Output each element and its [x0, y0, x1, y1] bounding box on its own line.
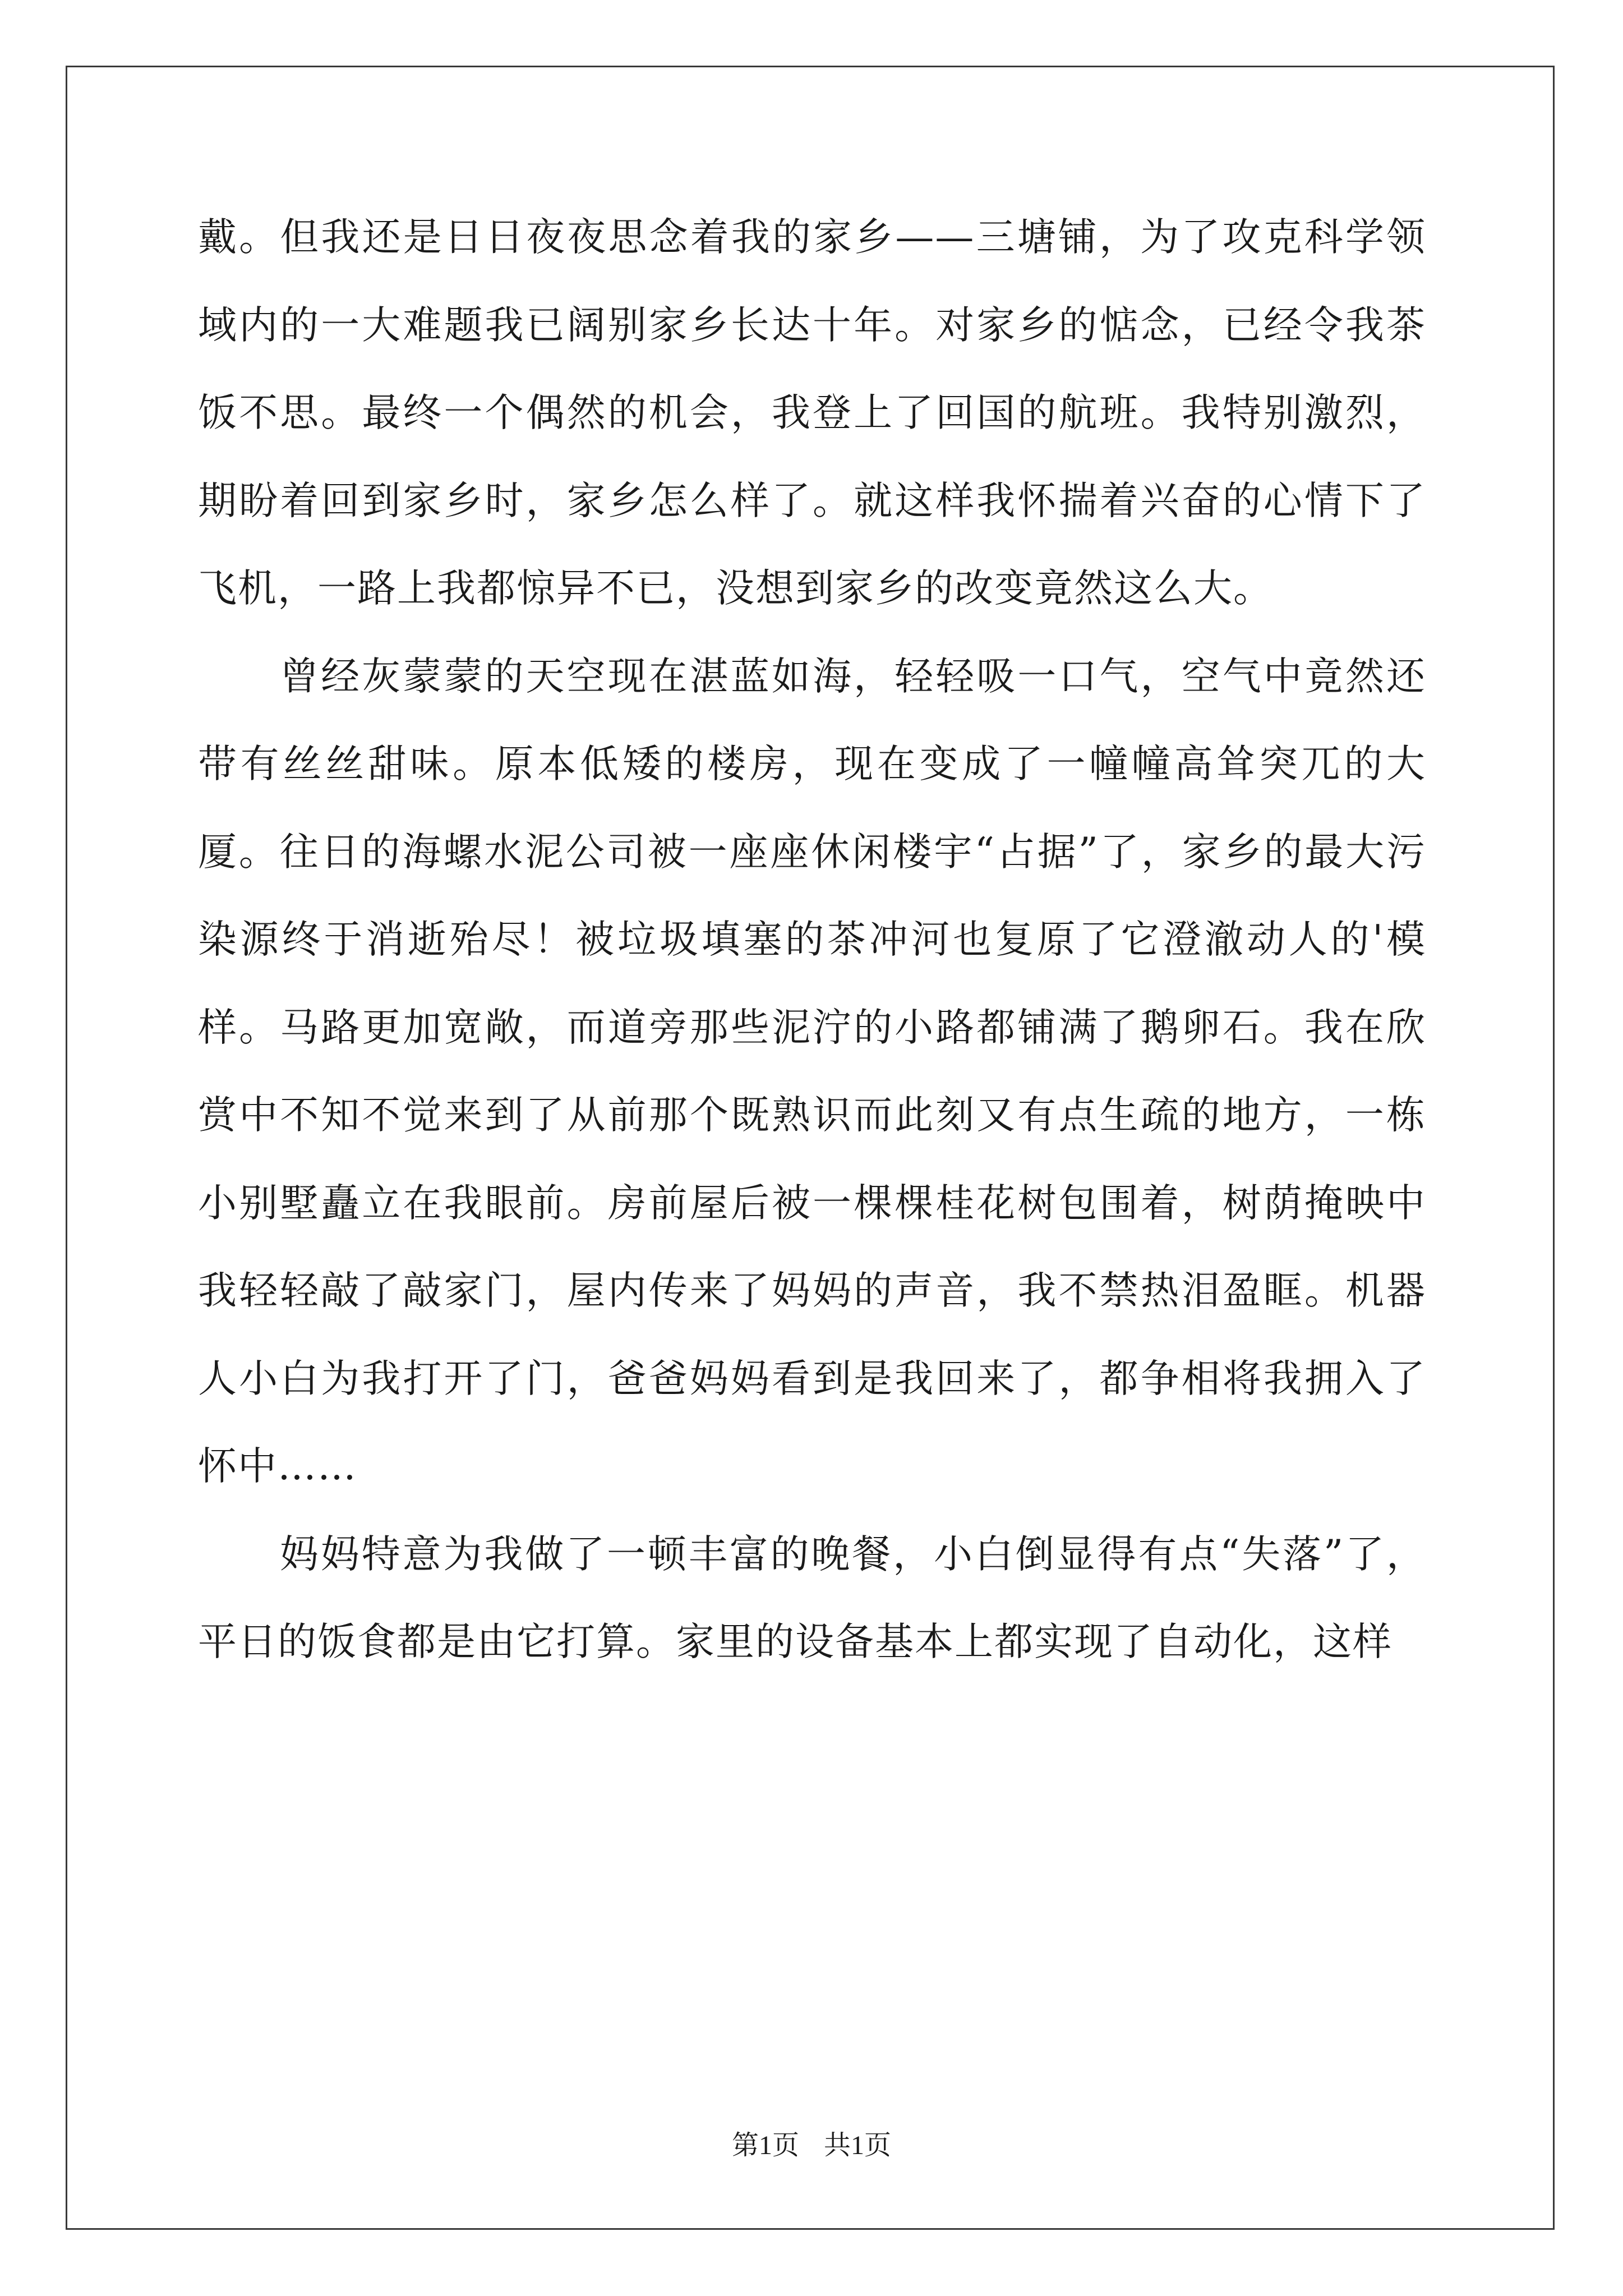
paragraph-3: 妈妈特意为我做了一顿丰富的晚餐，小白倒显得有点“失落”了，平日的饭食都是由它打算。家里的设备基本上都实现了自动化，这样 [198, 1531, 1426, 1664]
page-total: 共1页 [824, 2131, 892, 2160]
document-body [198, 194, 1426, 1686]
page-number: 第1页 [731, 2131, 799, 2160]
paragraph-1: 戴。但我还是日日夜夜思念着我的家乡——三塘铺，为了攻克科学领域内的一大难题我已阔别家乡长达十年。对家乡的惦念，已经令我茶饭不思。最终一个偶然的机会，我登上了回国的航班。我特别激烈，期盼着回到家乡时，家乡怎么样了。就这样我怀揣着兴奋的心情下了飞机，一路上我都惊异不已，没想到家乡的改变竟然这么大。 [198, 215, 1426, 611]
paragraph-2: 曾经灰蒙蒙的天空现在湛蓝如海，轻轻吸一口气，空气中竟然还带有丝丝甜味。原本低矮的楼房，现在变成了一幢幢高耸突兀的大厦。往日的海螺水泥公司被一座座休闲楼宇“占据”了，家乡的最大污染源终于消逝殆尽！被垃圾填塞的茶冲河也复原了它澄澈动人的'模样。马路更加宽敞，而道旁那些泥泞的小路都铺满了鹅卵石。我在欣赏中不知不觉来到了从前那个既熟识而此刻又有点生疏的地方，一栋小别墅矗立在我眼前。房前屋后被一棵棵桂花树包围着，树荫掩映中我轻轻敲了敲家门，屋内传来了妈妈的声音，我不禁热泪盈眶。机器人小白为我打开了门，爸爸妈妈看到是我回来了，都争相将我拥入了怀中…… [198, 654, 1426, 1489]
page-footer [0, 2129, 1623, 2162]
